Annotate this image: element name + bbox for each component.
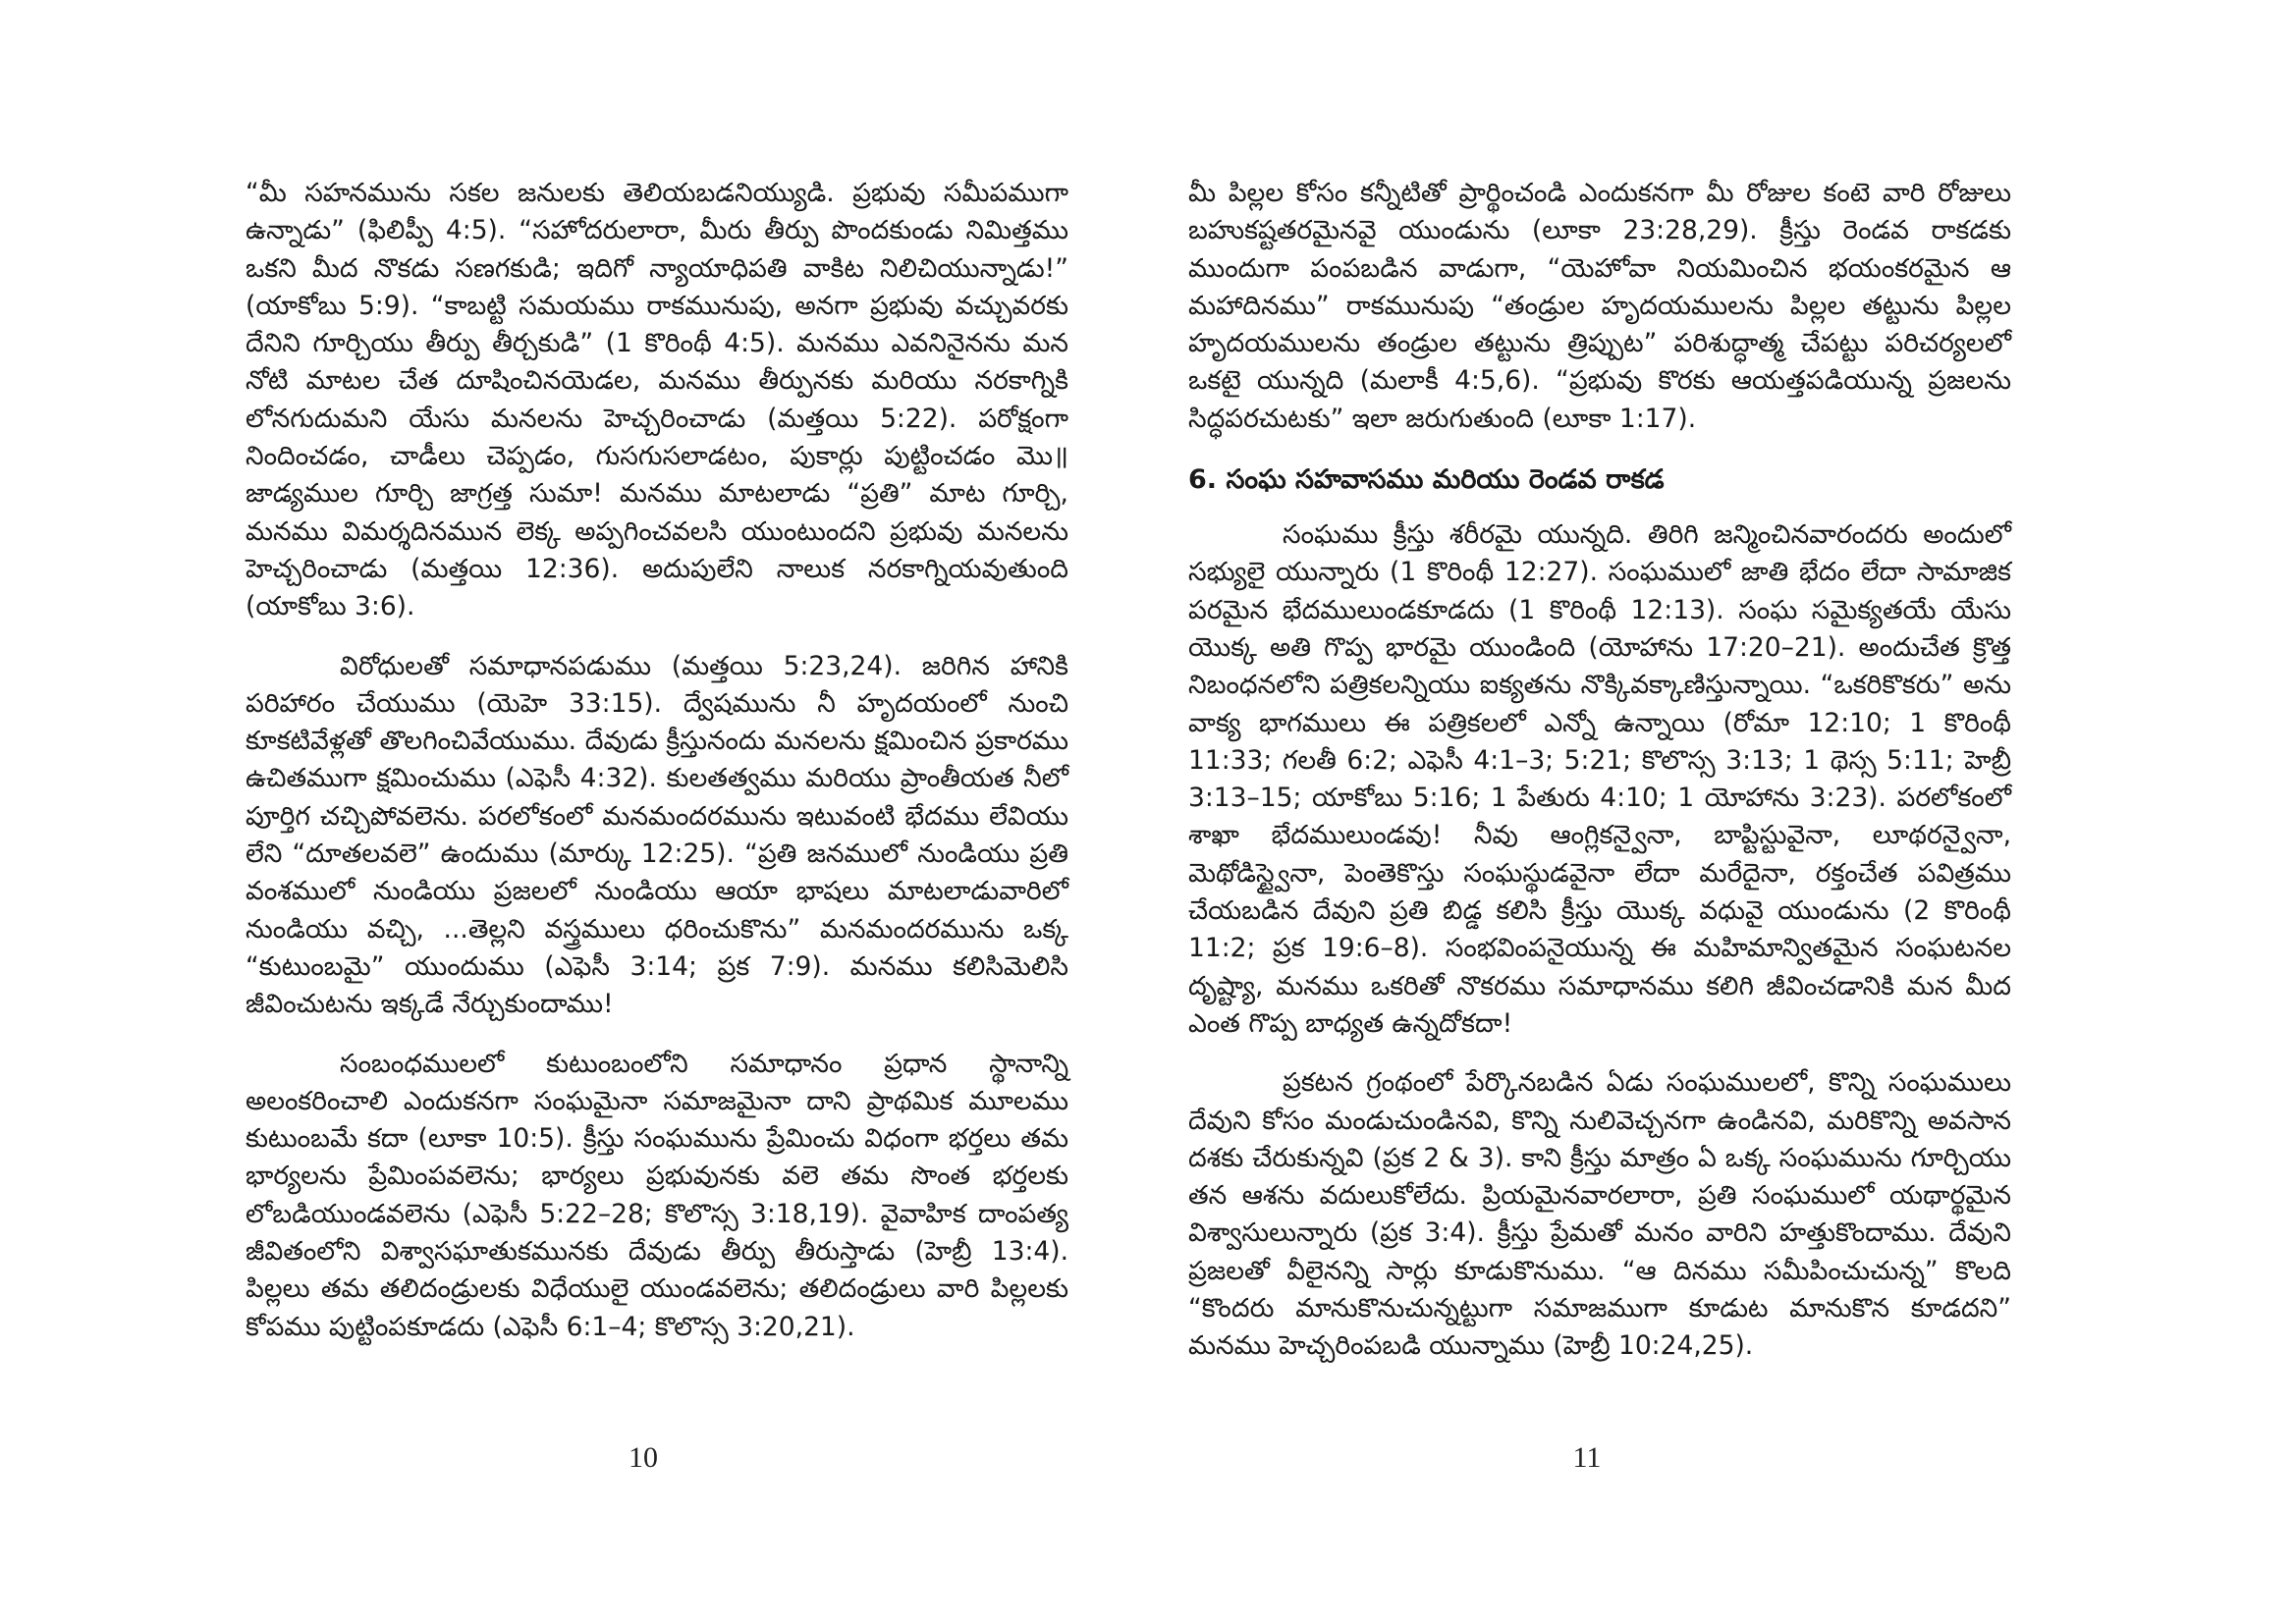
paragraph: మీ పిల్లల కోసం కన్నీటితో ప్రార్థించండి ఎందుకనగా మీ రోజుల కంటె వారి రోజులు బహుకష్టతరమైనవై యుండును (లూకా 23:28,29). క్రీస్తు రెండవ రాకడకు ముందుగా పంపబడిన వాడుగా, “యెహోవా నియమించిన భయంకరమైన ఆ మహాదినము” రాకమునుపు “తండ్రుల హృదయములను పిల్లల తట్టును పిల్లల హృదయములను తండ్రుల తట్టును త్రిప్పుట” పరిశుద్ధాత్మ చేపట్టు పరిచర్యలలో ఒకటై యున్నది (మలాకీ 4:5,6). “ప్రభువు కొరకు ఆయత్తపడియున్న ప్రజలను సిద్ధపరచుటకు” ఇలా జరుగుతుంది (లూకా 1:17). [1188, 178, 2011, 434]
paragraph: విరోధులతో సమాధానపడుము (మత్తయి 5:23,24). జరిగిన హానికి పరిహారం చేయుము (యెహె 33:15). ద్వేషమును నీ హృదయంలో నుంచి కూకటివేళ్లతో తొలగించివేయుము. దేవుడు క్రీస్తునందు మనలను క్షమించిన ప్రకారము ఉచితముగా క్షమించుము (ఎఫెసీ 4:32). కులతత్వము మరియు ప్రాంతీయత నీలో పూర్తిగ చచ్చిపోవలెను. పరలోకంలో మనమందరమును ఇటువంటి భేదము లేవియు లేని “దూతలవలె” ఉందుము (మార్కు 12:25). “ప్రతి జనములో నుండియు ప్రతి వంశములో నుండియు ప్రజలలో నుండియు ఆయా భాషలు మాటలాడువారిలో నుండియు వచ్చి, ...తెల్లని వస్త్రములు ధరించుకొను” మనమందరమును ఒక్క “కుటుంబమై” యుందుము (ఎఫెసీ 3:14; ప్రక 7:9). మనము కలిసిమెలిసి జీవించుటను ఇక్కడే నేర్చుకుందాము! [246, 650, 1068, 1020]
paragraph: “మీ సహనమును సకల జనులకు తెలియబడనియ్యుడి. ప్రభువు సమీపముగా ఉన్నాడు” (ఫిలిప్పీ 4:5). “సహోదరులారా, మీరు తీర్పు పొందకుండు నిమిత్తము ఒకని మీద నొకడు సణగకుడి; ఇదిగో న్యాయాధిపతి వాకిట నిలిచియున్నాడు!” (యాకోబు 5:9). “కాబట్టి సమయము రాకమునుపు, అనగా ప్రభువు వచ్చువరకు దేనిని గూర్చియు తీర్పు తీర్చకుడి” (1 కొరింథీ 4:5). మనము ఎవనినైనను మన నోటి మాటల చేత దూషించినయెడల, మనము తీర్పునకు మరియు నరకాగ్నికి లోనగుదుమని యేసు మనలను హెచ్చరించాడు (మత్తయి 5:22). పరోక్షంగా నిందించడం, చాడీలు చెప్పడం, గుసగుసలాడటం, పుకార్లు పుట్టించడం మొ॥ జాడ్యముల గూర్చి జాగ్రత్త సుమా! మనము మాటలాడు “ప్రతి” మాట గూర్చి, మనము విమర్శదినమున లెక్క అప్పగించవలసి యుంటుందని ప్రభువు మనలను హెచ్చరించాడు (మత్తయి 12:36). అదుపులేని నాలుక నరకాగ్నియవుతుంది (యాకోబు 3:6). [246, 178, 1068, 622]
left-page-text [246, 175, 1068, 1346]
paragraph: ప్రకటన గ్రంథంలో పేర్కొనబడిన ఏడు సంఘములలో, కొన్ని సంఘములు దేవుని కోసం మండుచుండినవి, కొన్ని నులివెచ్చనగా ఉండినవి, మరికొన్ని అవసాన దశకు చేరుకున్నవి (ప్రక 2 & 3). కాని క్రీస్తు మాత్రం ఏ ఒక్క సంఘమును గూర్చియు తన ఆశను వదులుకోలేదు. ప్రియమైనవారలారా, ప్రతి సంఘములో యథార్థమైన విశ్వాసులున్నారు (ప్రక 3:4). క్రీస్తు ప్రేమతో మనం వారిని హత్తుకొందాము. దేవుని ప్రజలతో వీలైనన్ని సార్లు కూడుకొనుము. “ఆ దినము సమీపించుచున్న” కొలది “కొందరు మానుకొనుచున్నట్టుగా సమాజముగా కూడుట మానుకొన కూడదని” మనము హెచ్చరింపబడి యున్నాము (హెబ్రీ 10:24,25). [1188, 1067, 2011, 1362]
right-page-text [1188, 175, 2011, 1366]
paragraph: సంఘము క్రీస్తు శరీరమై యున్నది. తిరిగి జన్మించినవారందరు అందులో సభ్యులై యున్నారు (1 కొరింథీ 12:27). సంఘములో జాతి భేదం లేదా సామాజిక పరమైన భేదములుండకూడదు (1 కొరింథీ 12:13). సంఘ సమైక్యతయే యేసు యొక్క అతి గొప్ప భారమై యుండింది (యోహాను 17:20–21). అందుచేత క్రొత్త నిబంధనలోని పత్రికలన్నియు ఐక్యతను నొక్కివక్కాణిస్తున్నాయి. “ఒకరికొకరు” అను వాక్య భాగములు ఈ పత్రికలలో ఎన్నో ఉన్నాయి (రోమా 12:10; 1 కొరింథీ 11:33; గలతీ 6:2; ఎఫెసీ 4:1–3; 5:21; కొలొస్స 3:13; 1 థెస్స 5:11; హెబ్రీ 3:13–15; యాకోబు 5:16; 1 పేతురు 4:10; 1 యోహాను 3:23). పరలోకంలో శాఖా భేదములుండవు! నీవు ఆంగ్లికన్వైనా, బాప్టిస్టువైనా, లూథరన్వైనా, మెథోడిస్ట్వైనా, పెంతెకొస్తు సంఘస్థుడవైనా లేదా మరేదైనా, రక్తంచేత పవిత్రము చేయబడిన దేవుని ప్రతి బిడ్డ కలిసి క్రీస్తు యొక్క వధువై యుండును (2 కొరింథీ 11:2; ప్రక 19:6–8). సంభవింపనైయున్న ఈ మహిమాన్వితమైన సంఘటనల దృష్ట్యా, మనము ఒకరితో నొకరము సమాధానము కలిగి జీవించడానికి మన మీద ఎంత గొప్ప బాధ్యత ఉన్నదోకదా! [1188, 519, 2011, 1039]
paragraph: సంబంధములలో కుటుంబంలోని సమాధానం ప్రధాన స్థానాన్ని అలంకరించాలి ఎందుకనగా సంఘమైనా సమాజమైనా దాని ప్రాథమిక మూలము కుటుంబమే కదా (లూకా 10:5). క్రీస్తు సంఘమును ప్రేమించు విధంగా భర్తలు తమ భార్యలను ప్రేమింపవలెను; భార్యలు ప్రభువునకు వలె తమ సొంత భర్తలకు లోబడియుండవలెను (ఎఫెసీ 5:22–28; కొలొస్స 3:18,19). వైవాహిక దాంపత్య జీవితంలోని విశ్వాసఘాతుకమునకు దేవుడు తీర్పు తీరుస్తాడు (హెబ్రీ 13:4). పిల్లలు తమ తలిదండ్రులకు విధేయులై యుండవలెను; తలిదండ్రులు వారి పిల్లలకు కోపము పుట్టింపకూడదు (ఎఫెసీ 6:1–4; కొలొస్స 3:20,21). [246, 1048, 1068, 1342]
section-heading: 6. సంఘ సహవాసము మరియు రెండవ రాకడ [1188, 464, 1665, 496]
page-number-left: 10 [629, 1441, 658, 1474]
page-number-right: 11 [1572, 1441, 1602, 1474]
